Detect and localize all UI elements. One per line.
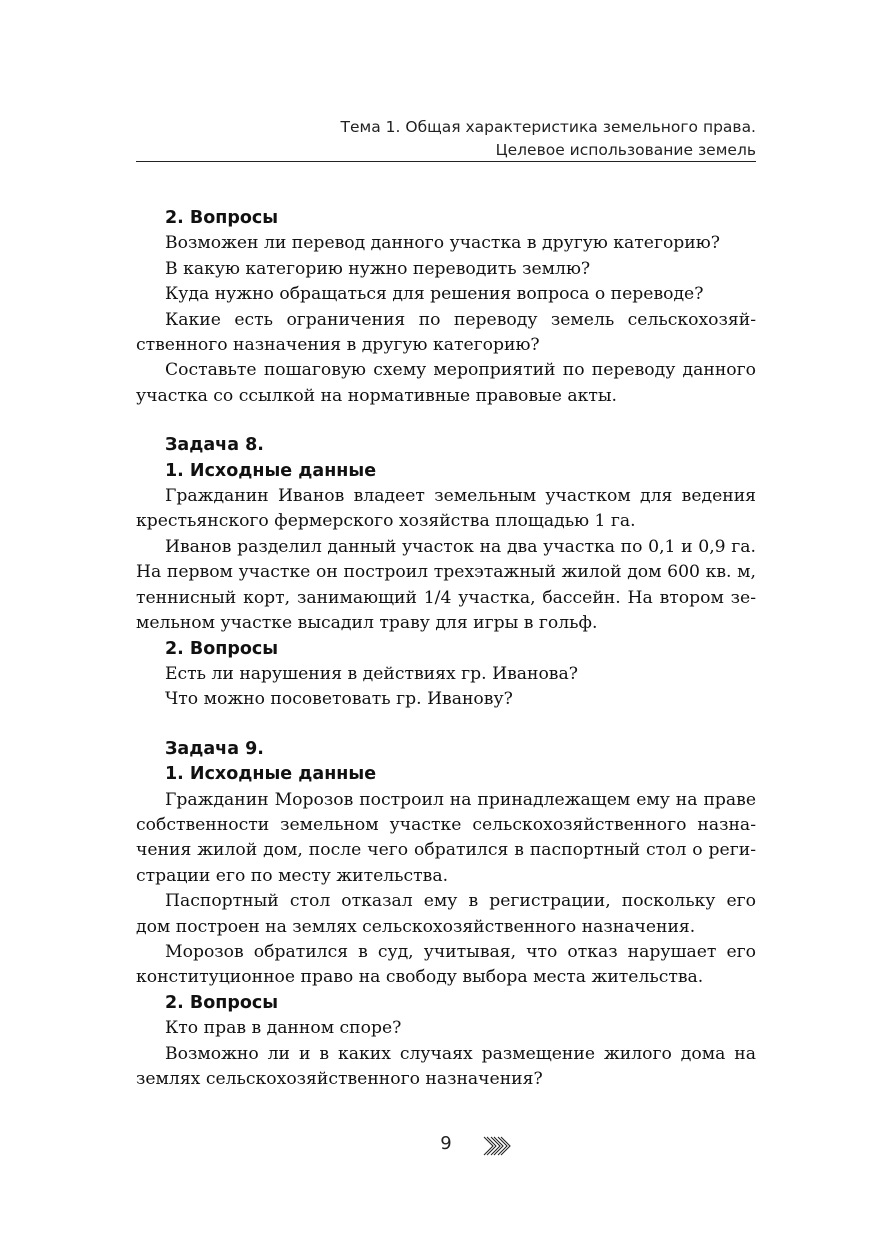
question: Что можно посоветовать гр. Иванову? <box>165 689 513 710</box>
task-8-questions-heading: 2. Вопросы <box>165 638 279 659</box>
paragraph: Паспортный стол отказал ему в регистрации, поскольку его дом построен на землях сельскохозяйственного назначения. <box>136 891 756 937</box>
triple-chevron-right-icon <box>482 1135 512 1157</box>
paragraph: Куда нужно обращаться для решения вопроса о переводе? <box>165 284 704 305</box>
paragraph: Возможен ли перевод данного участка в другую категорию? <box>165 233 720 254</box>
question: Есть ли нарушения в действиях гр. Иванова? <box>165 663 578 684</box>
paragraph: Морозов обратился в суд, учитывая, что отказ нарушает его конституционное право на свободу выбора места жительства. <box>136 941 756 988</box>
paragraph: Иванов разделил данный участок на два участка по 0,1 и 0,9 га. На первом участке он построил трехэтажный жилой дом 600 кв. м, теннисный корт, занимающий 1/4 участка, бассейн. На втором земельном участке высадил траву для игры в гольф. <box>136 536 756 634</box>
paragraph: Гражданин Морозов построил на принадлежащем ему на праве собственности земельном участке сельскохозяйственного назначения жилой дом, после чего обратился в паспортный стол о регистрации его по месту жительства. <box>136 789 756 886</box>
question: Возможно ли и в каких случаях размещение жилого дома на землях сельскохозяйственного назначения? <box>136 1043 756 1089</box>
question: Кто прав в данном споре? <box>165 1018 402 1039</box>
paragraph: Гражданин Иванов владеет земельным участком для ведения крестьянского фермерского хозяйства площадью 1 га. <box>136 486 756 532</box>
running-header-line-2: Целевое использование земель <box>495 141 756 159</box>
task-8-input-heading: 1. Исходные данные <box>165 460 377 481</box>
paragraph: В какую категорию нужно переводить землю? <box>165 258 591 279</box>
paragraph: Какие есть ограничения по переводу земель сельскохозяйственного назначения в другую категорию? <box>136 309 756 356</box>
page-number: 9 <box>440 1133 452 1154</box>
header-rule <box>136 161 756 162</box>
running-header <box>136 116 756 162</box>
running-header-line-1: Тема 1. Общая характеристика земельного права. <box>340 118 756 136</box>
page-body <box>136 206 756 1092</box>
task-9-input-heading: 1. Исходные данные <box>165 764 377 785</box>
paragraph: Составьте пошаговую схему мероприятий по переводу данного участка со ссылкой на нормативные правовые акты. <box>136 360 756 406</box>
questions-heading: 2. Вопросы <box>165 208 279 228</box>
task-9-questions-heading: 2. Вопросы <box>165 992 279 1013</box>
page-footer <box>0 1131 875 1161</box>
task-8-title: Задача 8. <box>165 435 264 456</box>
task-9-title: Задача 9. <box>165 738 264 759</box>
